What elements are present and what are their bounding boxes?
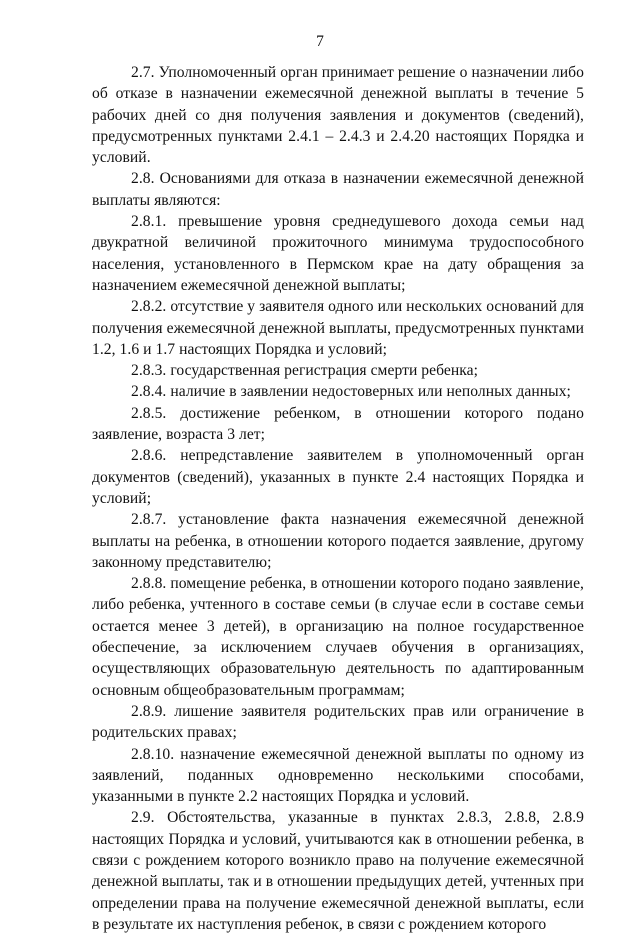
document-body <box>92 62 584 935</box>
paragraph-2-8-10: 2.8.10. назначение ежемесячной денежной выплаты по одному из заявлений, поданных одновременно несколькими способами, указанными в пункте 2.2 настоящих Порядка и условий. <box>92 745 584 806</box>
paragraph-2-7: 2.7. Уполномоченный орган принимает решение о назначении либо об отказе в назначении ежемесячной денежной выплаты в течение 5 рабочих дней со дня получения заявления и документов (сведений), предусмотренных пунктами 2.4.1 – 2.4.3 и 2.4.20 настоящих Порядка и условий. <box>92 64 584 167</box>
paragraph-2-8-2: 2.8.2. отсутствие у заявителя одного или нескольких оснований для получения ежемесячной денежной выплаты, предусмотренных пунктами 1.2, 1.6 и 1.7 настоящих Порядка и условий; <box>92 298 584 358</box>
paragraph-2-8-5: 2.8.5. достижение ребенком, в отношении которого подано заявление, возраста 3 лет; <box>92 404 584 444</box>
paragraph-2-8-3: 2.8.3. государственная регистрация смерти ребенка; <box>131 362 479 380</box>
paragraph-2-8-7: 2.8.7. установление факта назначения ежемесячной денежной выплаты на ребенка, в отношении которого подается заявление, другому законному представителю; <box>92 511 584 571</box>
paragraph-2-8-8: 2.8.8. помещение ребенка, в отношении которого подано заявление, либо ребенка, учтенного в составе семьи (в случае если в составе семьи остается менее 3 детей), в организацию на полное государственное обеспечение, за исключением случаев обучения в организациях, осуществляющих образовательную деятельность по адаптированным основным общеобразовательным программам; <box>92 575 584 699</box>
paragraph-2-9: 2.9. Обстоятельства, указанные в пунктах 2.8.3, 2.8.8, 2.8.9 настоящих Порядка и условий, учитываются как в отношении ребенка, в связи с рождением которого возникло право на получение ежемесячной денежной выплаты, так и в отношении предыдущих детей, учтенных при определении права на получение ежемесячной денежной выплаты, если в результате их наступления ребенок, в связи с рождением которого <box>92 809 584 933</box>
page-number: 7 <box>316 33 324 50</box>
paragraph-2-8-6: 2.8.6. непредставление заявителем в уполномоченный орган документов (сведений), указанных в пункте 2.4 настоящих Порядка и условий; <box>92 447 584 507</box>
paragraph-2-8-1: 2.8.1. превышение уровня среднедушевого дохода семьи над двукратной величиной прожиточного минимума трудоспособного населения, установленного в Пермском крае на дату обращения за назначением ежемесячной денежной выплаты; <box>92 213 584 294</box>
paragraph-2-8-9: 2.8.9. лишение заявителя родительских прав или ограничение в родительских правах; <box>92 702 584 742</box>
paragraph-2-8: 2.8. Основаниями для отказа в назначении ежемесячной денежной выплаты являются: <box>92 170 584 209</box>
paragraph-2-8-4: 2.8.4. наличие в заявлении недостоверных или неполных данных; <box>131 383 571 401</box>
